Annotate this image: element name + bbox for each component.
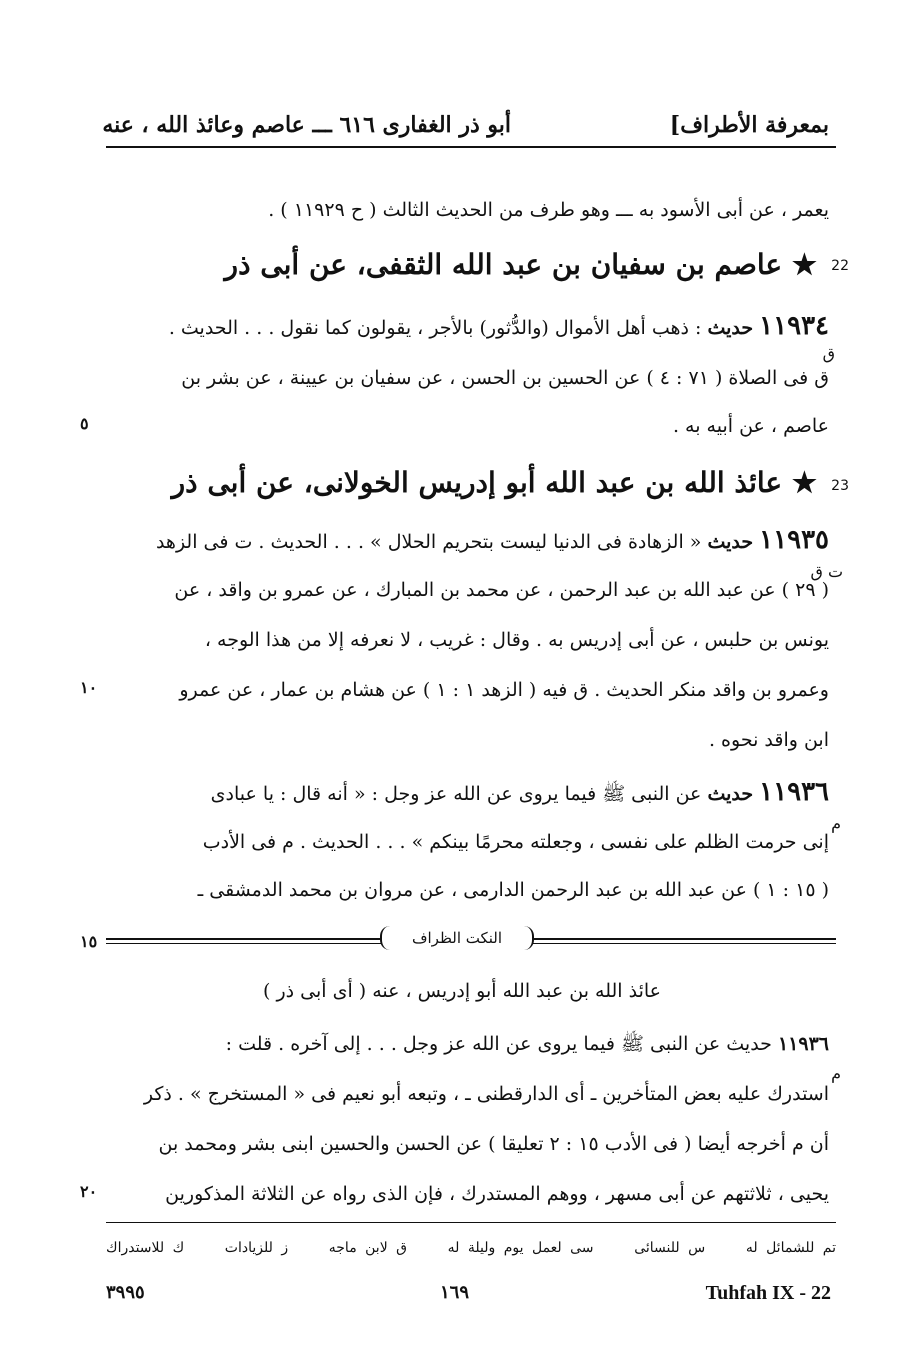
section-number: 22 — [831, 258, 849, 274]
margin-siglum: ق — [822, 344, 835, 363]
hadith-word: حديث — [707, 783, 754, 805]
text-line: يحيى ، ثلاثتهم عن أبى مسهر ، ووهم المستدرك ، فإن الذى رواه عن الثلاثة المذكورين — [165, 1183, 829, 1205]
abbreviation: تم للشمائل له — [745, 1240, 836, 1256]
section-title: ★ عاصم بن سفيان بن عبد الله الثقفى، عن أبى ذر — [224, 248, 817, 281]
footer-page-code: ٣٩٩٥ — [106, 1282, 145, 1303]
text-line: ابن واقد نحوه . — [708, 729, 829, 751]
nukat-label: النكت الظراف — [380, 926, 534, 950]
hadith-number: ١١٩٣٤ — [759, 312, 829, 341]
hadith-number: ١١٩٣٦ — [759, 778, 829, 807]
footer-volume: Tuhfah IX - 22 — [705, 1282, 831, 1304]
text-line: عاصم ، عن أبيه به . — [672, 415, 829, 437]
hadith-line — [106, 1030, 829, 1058]
hadith-text: عن النبى ﷺ فيما يروى عن الله عز وجل : « أنه قال : يا عبادى — [210, 783, 702, 805]
hadith-text: « الزهادة فى الدنيا ليست بتحريم الحلال » . . . الحديث . ت فى الزهد — [155, 531, 702, 553]
text-line: يونس بن حلبس ، عن أبى إدريس به . وقال : غريب ، لا نعرفه إلا من هذا الوجه ، — [204, 629, 829, 651]
nukat-heading: عائذ الله بن عبد الله أبو إدريس ، عنه ( أى أبى ذر ) — [263, 980, 661, 1002]
text-line: يعمر ، عن أبى الأسود به ـــ وهو طرف من الحديث الثالث ( ح ١١٩٢٩ ) . — [268, 199, 829, 221]
line-number: ١٠ — [80, 678, 98, 697]
abbreviation: ك للاستدراك — [106, 1240, 185, 1256]
section-title: ★ عائذ الله بن عبد الله أبو إدريس الخولانى، عن أبى ذر — [171, 466, 817, 499]
text-line: ( ٢٩ ) عن عبد الله بن عبد الرحمن ، عن محمد بن المبارك ، عن عمرو بن واقد ، عن — [174, 579, 829, 601]
header-section-title: أبو ذر الغفارى ٦١٦ ـــ عاصم وعائذ الله ، عنه — [102, 112, 511, 138]
abbreviation: س للنسائى — [634, 1240, 706, 1256]
margin-siglum: م — [831, 1064, 841, 1083]
hadith-line — [106, 778, 829, 808]
hadith-word: حديث — [707, 531, 754, 553]
abbreviation: ز للزيادات — [224, 1240, 289, 1256]
margin-siglum: ت ق — [810, 562, 843, 581]
hadith-text: حديث عن النبى ﷺ فيما يروى عن الله عز وجل . . . إلى آخره . قلت : — [225, 1033, 772, 1055]
text-line: إنى حرمت الظلم على نفسى ، وجعلته محرمًا بينكم » . . . الحديث . م فى الأدب — [202, 831, 829, 853]
hadith-text: : ذهب أهل الأموال (والدُّثور) بالأجر ، يقولون كما نقول . . . الحديث . — [168, 317, 702, 339]
line-number: ٢٠ — [80, 1182, 98, 1201]
text-line: أن م أخرجه أيضا ( فى الأدب ١٥ : ٢ تعليقا ) عن الحسن والحسين ابنى بشر ومحمد بن — [158, 1133, 829, 1155]
abbreviation: سى لعمل يوم وليلة له — [447, 1240, 594, 1256]
footnote-rule — [106, 1222, 836, 1223]
abbreviation: ق لابن ماجه — [328, 1240, 407, 1256]
text-line: استدرك عليه بعض المتأخرين ـ أى الدارقطنى ـ ، وتبعه أبو نعيم فى « المستخرج » . ذكر — [143, 1083, 829, 1105]
text-line: ( ١٥ : ١ ) عن عبد الله بن عبد الرحمن الدارمى ، عن مروان بن محمد الدمشقى ـ — [197, 879, 829, 901]
line-number: ١٥ — [80, 932, 98, 951]
header-book-title: بمعرفة الأطراف] — [669, 112, 829, 138]
footer-page-number: ١٦٩ — [440, 1282, 470, 1303]
abbreviation-legend — [106, 1240, 836, 1256]
margin-siglum: م — [831, 814, 841, 833]
hadith-number: ١١٩٣٥ — [759, 526, 829, 555]
header-rule — [106, 146, 836, 148]
hadith-number: ١١٩٣٦ — [777, 1033, 829, 1055]
hadith-word: حديث — [707, 317, 754, 339]
text-line: ق فى الصلاة ( ٧١ : ٤ ) عن الحسين بن الحسن ، عن سفيان بن عيينة ، عن بشر بن — [181, 367, 829, 389]
hadith-line — [106, 312, 829, 342]
hadith-line — [106, 526, 829, 556]
line-number: ٥ — [80, 414, 89, 433]
section-number: 23 — [831, 478, 849, 494]
text-line: وعمرو بن واقد منكر الحديث . ق فيه ( الزهد ١ : ١ ) عن هشام بن عمار ، عن عمرو — [179, 679, 829, 701]
